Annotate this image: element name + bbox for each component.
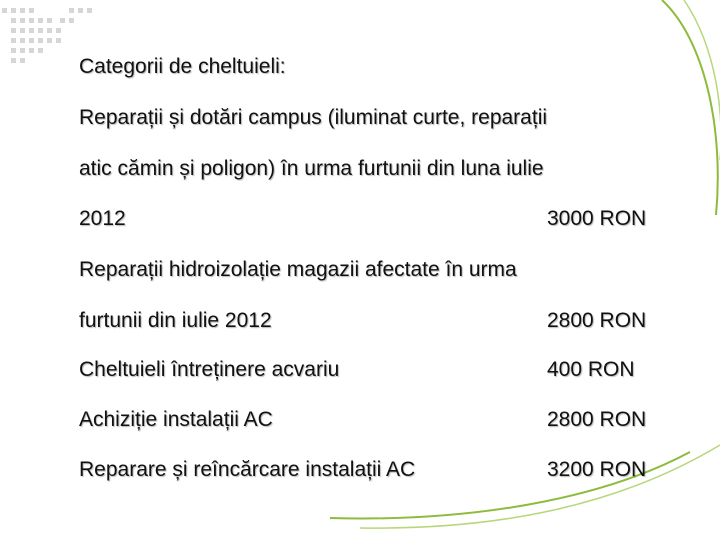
- expense-amount: 2800 RON: [547, 408, 647, 431]
- expense-amount: 3200 RON: [547, 458, 647, 481]
- heading: Categorii de cheltuieli:: [79, 55, 286, 78]
- expense-description-line: furtunii din iulie 2012: [79, 309, 272, 332]
- expense-description-line: Reparații și dotări campus (iluminat curte, reparații: [79, 106, 548, 129]
- expense-description-line: atic cămin și poligon) în urma furtunii din luna iulie: [79, 157, 544, 180]
- expense-amount: 3000 RON: [547, 207, 647, 230]
- expense-description-line: Achiziție instalații AC: [79, 408, 273, 431]
- expense-description-line: 2012: [79, 207, 126, 230]
- expense-description-line: Reparare și reîncărcare instalații AC: [79, 458, 416, 481]
- expense-amount: 2800 RON: [547, 309, 647, 332]
- expense-amount: 400 RON: [547, 358, 635, 381]
- expense-description-line: Reparații hidroizolație magazii afectate în urma: [79, 258, 517, 281]
- expense-description-line: Cheltuieli întreținere acvariu: [79, 358, 340, 381]
